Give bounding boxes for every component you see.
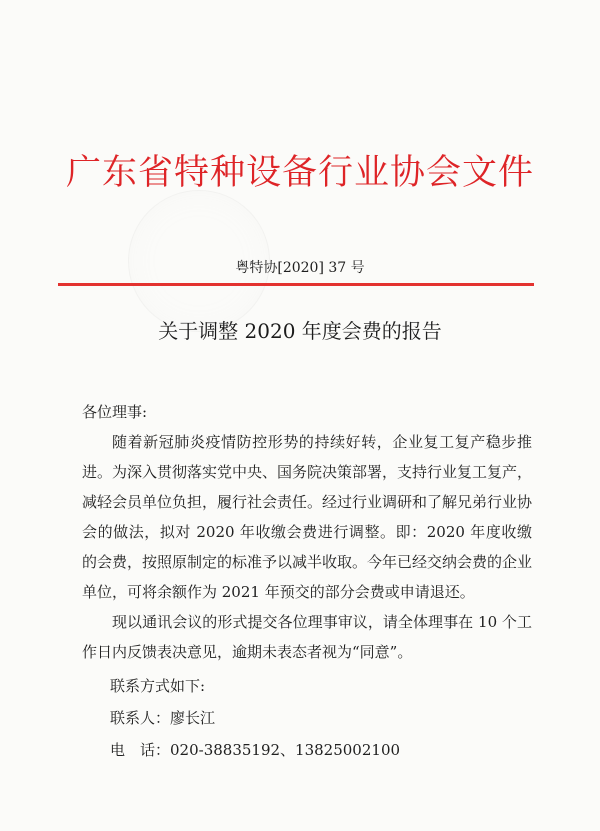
report-title: 关于调整 2020 年度会费的报告: [158, 319, 442, 343]
contact-person: 联系人：廖长江: [110, 709, 216, 727]
document-header: 广东省特种设备行业协会文件: [65, 153, 534, 193]
document-number: 粤特协[2020] 37 号: [235, 260, 365, 276]
contact-intro: 联系方式如下:: [110, 677, 206, 695]
paragraph-2: 现以通讯会议的形式提交各位理事审议，请全体理事在 10 个工作日内反馈表决意见，逾期未表态者视为“同意”。: [82, 613, 532, 661]
paragraph-1: 随着新冠肺炎疫情防控形势的持续好转，企业复工复产稳步推进。为深入贯彻落实党中央、国务院决策部署，支持行业复工复产，减轻会员单位负担，履行社会责任。经过行业调研和了解兄弟行业协会的做法，拟对 2020 年收缴会费进行调整。即：2020 年度收缴的会费，按照原制定的标准予以减半收取。今年已经交纳会费的企业单位，可将余额作为 2021 年预交的部分会费或申请退还。: [82, 433, 533, 601]
contact-phone: 电 话：020-38835192、13825002100: [110, 741, 401, 759]
header-divider: [58, 283, 534, 286]
salutation: 各位理事:: [82, 403, 148, 421]
document-body: [82, 397, 532, 667]
